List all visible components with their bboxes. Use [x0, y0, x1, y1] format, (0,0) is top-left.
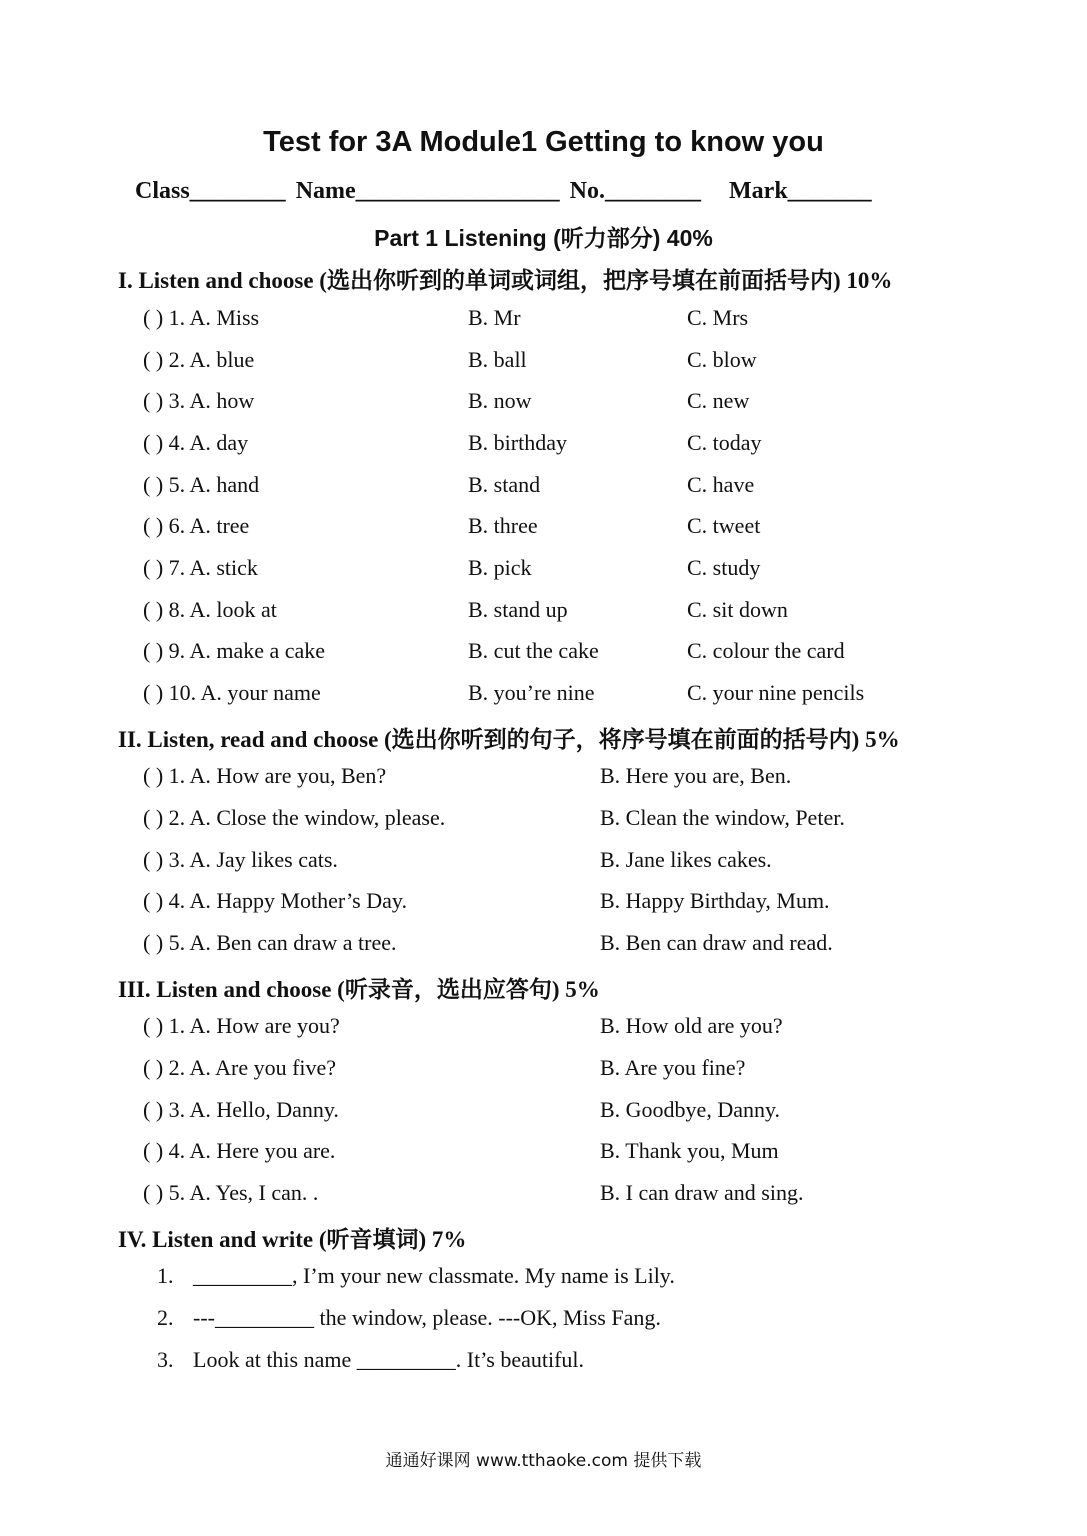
- option-b: B. now: [468, 388, 532, 413]
- option-b: B. you’re nine: [468, 680, 595, 705]
- question-a: ( ) 2. A. Close the window, please.: [143, 805, 446, 830]
- option-b: B. Thank you, Mum: [600, 1138, 779, 1163]
- question-a: ( ) 1. A. Miss: [143, 305, 260, 330]
- option-b: B. Jane likes cakes.: [600, 847, 772, 872]
- fill-blank-sentence: Look at this name _________. It’s beautiful.: [193, 1347, 585, 1372]
- list-item: [0, 1013, 1087, 1047]
- question-a: ( ) 5. A. Yes, I can. .: [143, 1180, 319, 1205]
- option-b: B. Happy Birthday, Mum.: [600, 888, 830, 913]
- option-b: B. How old are you?: [600, 1013, 783, 1038]
- list-item: [0, 555, 1087, 589]
- fill-blank-sentence: _________, I’m your new classmate. My name is Lily.: [193, 1263, 675, 1288]
- list-item: [0, 888, 1087, 922]
- list-item: [0, 513, 1087, 547]
- section-2-heading: II. Listen, read and choose (选出你听到的句子，将序号填在前面的括号内) 5%: [118, 727, 900, 752]
- question-a: ( ) 1. A. How are you?: [143, 1013, 340, 1038]
- option-b: B. stand up: [468, 597, 568, 622]
- list-item: [0, 1097, 1087, 1131]
- question-a: ( ) 9. A. make a cake: [143, 638, 326, 663]
- question-a: ( ) 7. A. stick: [143, 555, 258, 580]
- option-b: B. birthday: [468, 430, 567, 455]
- option-c: C. new: [687, 388, 750, 413]
- list-item: [0, 930, 1087, 964]
- part-title: Part 1 Listening (听力部分) 40%: [374, 225, 713, 251]
- question-a: ( ) 10. A. your name: [143, 680, 321, 705]
- question-a: ( ) 8. A. look at: [143, 597, 277, 622]
- option-c: C. sit down: [687, 597, 788, 622]
- list-item: [0, 1263, 1087, 1297]
- question-a: ( ) 3. A. Hello, Danny.: [143, 1097, 339, 1122]
- option-b: B. ball: [468, 347, 527, 372]
- section-4-heading: IV. Listen and write (听音填词) 7%: [118, 1227, 467, 1252]
- fill-blank-sentence: ---_________ the window, please. ---OK, Miss Fang.: [193, 1305, 661, 1330]
- option-b: B. pick: [468, 555, 532, 580]
- question-a: ( ) 4. A. Happy Mother’s Day.: [143, 888, 407, 913]
- list-item: [0, 805, 1087, 839]
- option-b: B. stand: [468, 472, 541, 497]
- class-field: Class________: [135, 178, 286, 204]
- question-a: ( ) 5. A. hand: [143, 472, 260, 497]
- list-item: [0, 1055, 1087, 1089]
- option-c: C. Mrs: [687, 305, 749, 330]
- item-number: 3.: [157, 1347, 174, 1372]
- option-c: C. your nine pencils: [687, 680, 865, 705]
- student-info-line: [135, 178, 876, 205]
- question-a: ( ) 2. A. blue: [143, 347, 255, 372]
- option-c: C. today: [687, 430, 762, 455]
- footer-source: 通通好课网 www.tthaoke.com 提供下载: [385, 1451, 702, 1471]
- section-1-heading: I. Listen and choose (选出你听到的单词或词组，把序号填在前面括号内) 10%: [118, 268, 893, 293]
- list-item: [0, 597, 1087, 631]
- list-item: [0, 1347, 1087, 1381]
- option-b: B. cut the cake: [468, 638, 599, 663]
- question-a: ( ) 2. A. Are you five?: [143, 1055, 337, 1080]
- list-item: [0, 680, 1087, 714]
- list-item: [0, 347, 1087, 381]
- question-a: ( ) 5. A. Ben can draw a tree.: [143, 930, 397, 955]
- list-item: [0, 763, 1087, 797]
- option-c: C. have: [687, 472, 755, 497]
- question-a: ( ) 6. A. tree: [143, 513, 250, 538]
- mark-field: Mark_______: [729, 178, 872, 204]
- list-item: [0, 638, 1087, 672]
- option-c: C. tweet: [687, 513, 761, 538]
- question-a: ( ) 4. A. Here you are.: [143, 1138, 336, 1163]
- option-c: C. study: [687, 555, 761, 580]
- item-number: 1.: [157, 1263, 174, 1288]
- list-item: [0, 1138, 1087, 1172]
- option-b: B. three: [468, 513, 538, 538]
- question-a: ( ) 1. A. How are you, Ben?: [143, 763, 387, 788]
- number-field: No.________: [569, 178, 702, 204]
- list-item: [0, 430, 1087, 464]
- question-a: ( ) 3. A. Jay likes cats.: [143, 847, 338, 872]
- list-item: [0, 1180, 1087, 1214]
- list-item: [0, 1305, 1087, 1339]
- question-a: ( ) 4. A. day: [143, 430, 249, 455]
- option-c: C. colour the card: [687, 638, 845, 663]
- page-title: Test for 3A Module1 Getting to know you: [263, 126, 824, 158]
- list-item: [0, 388, 1087, 422]
- list-item: [0, 305, 1087, 339]
- list-item: [0, 847, 1087, 881]
- option-b: B. Here you are, Ben.: [600, 763, 792, 788]
- option-c: C. blow: [687, 347, 757, 372]
- option-b: B. Goodbye, Danny.: [600, 1097, 781, 1122]
- question-a: ( ) 3. A. how: [143, 388, 255, 413]
- option-b: B. Ben can draw and read.: [600, 930, 833, 955]
- list-item: [0, 472, 1087, 506]
- option-b: B. I can draw and sing.: [600, 1180, 804, 1205]
- section-3-heading: III. Listen and choose (听录音，选出应答句) 5%: [118, 977, 600, 1002]
- name-field: Name_________________: [295, 178, 560, 204]
- item-number: 2.: [157, 1305, 174, 1330]
- option-b: B. Are you fine?: [600, 1055, 746, 1080]
- option-b: B. Clean the window, Peter.: [600, 805, 845, 830]
- option-b: B. Mr: [468, 305, 521, 330]
